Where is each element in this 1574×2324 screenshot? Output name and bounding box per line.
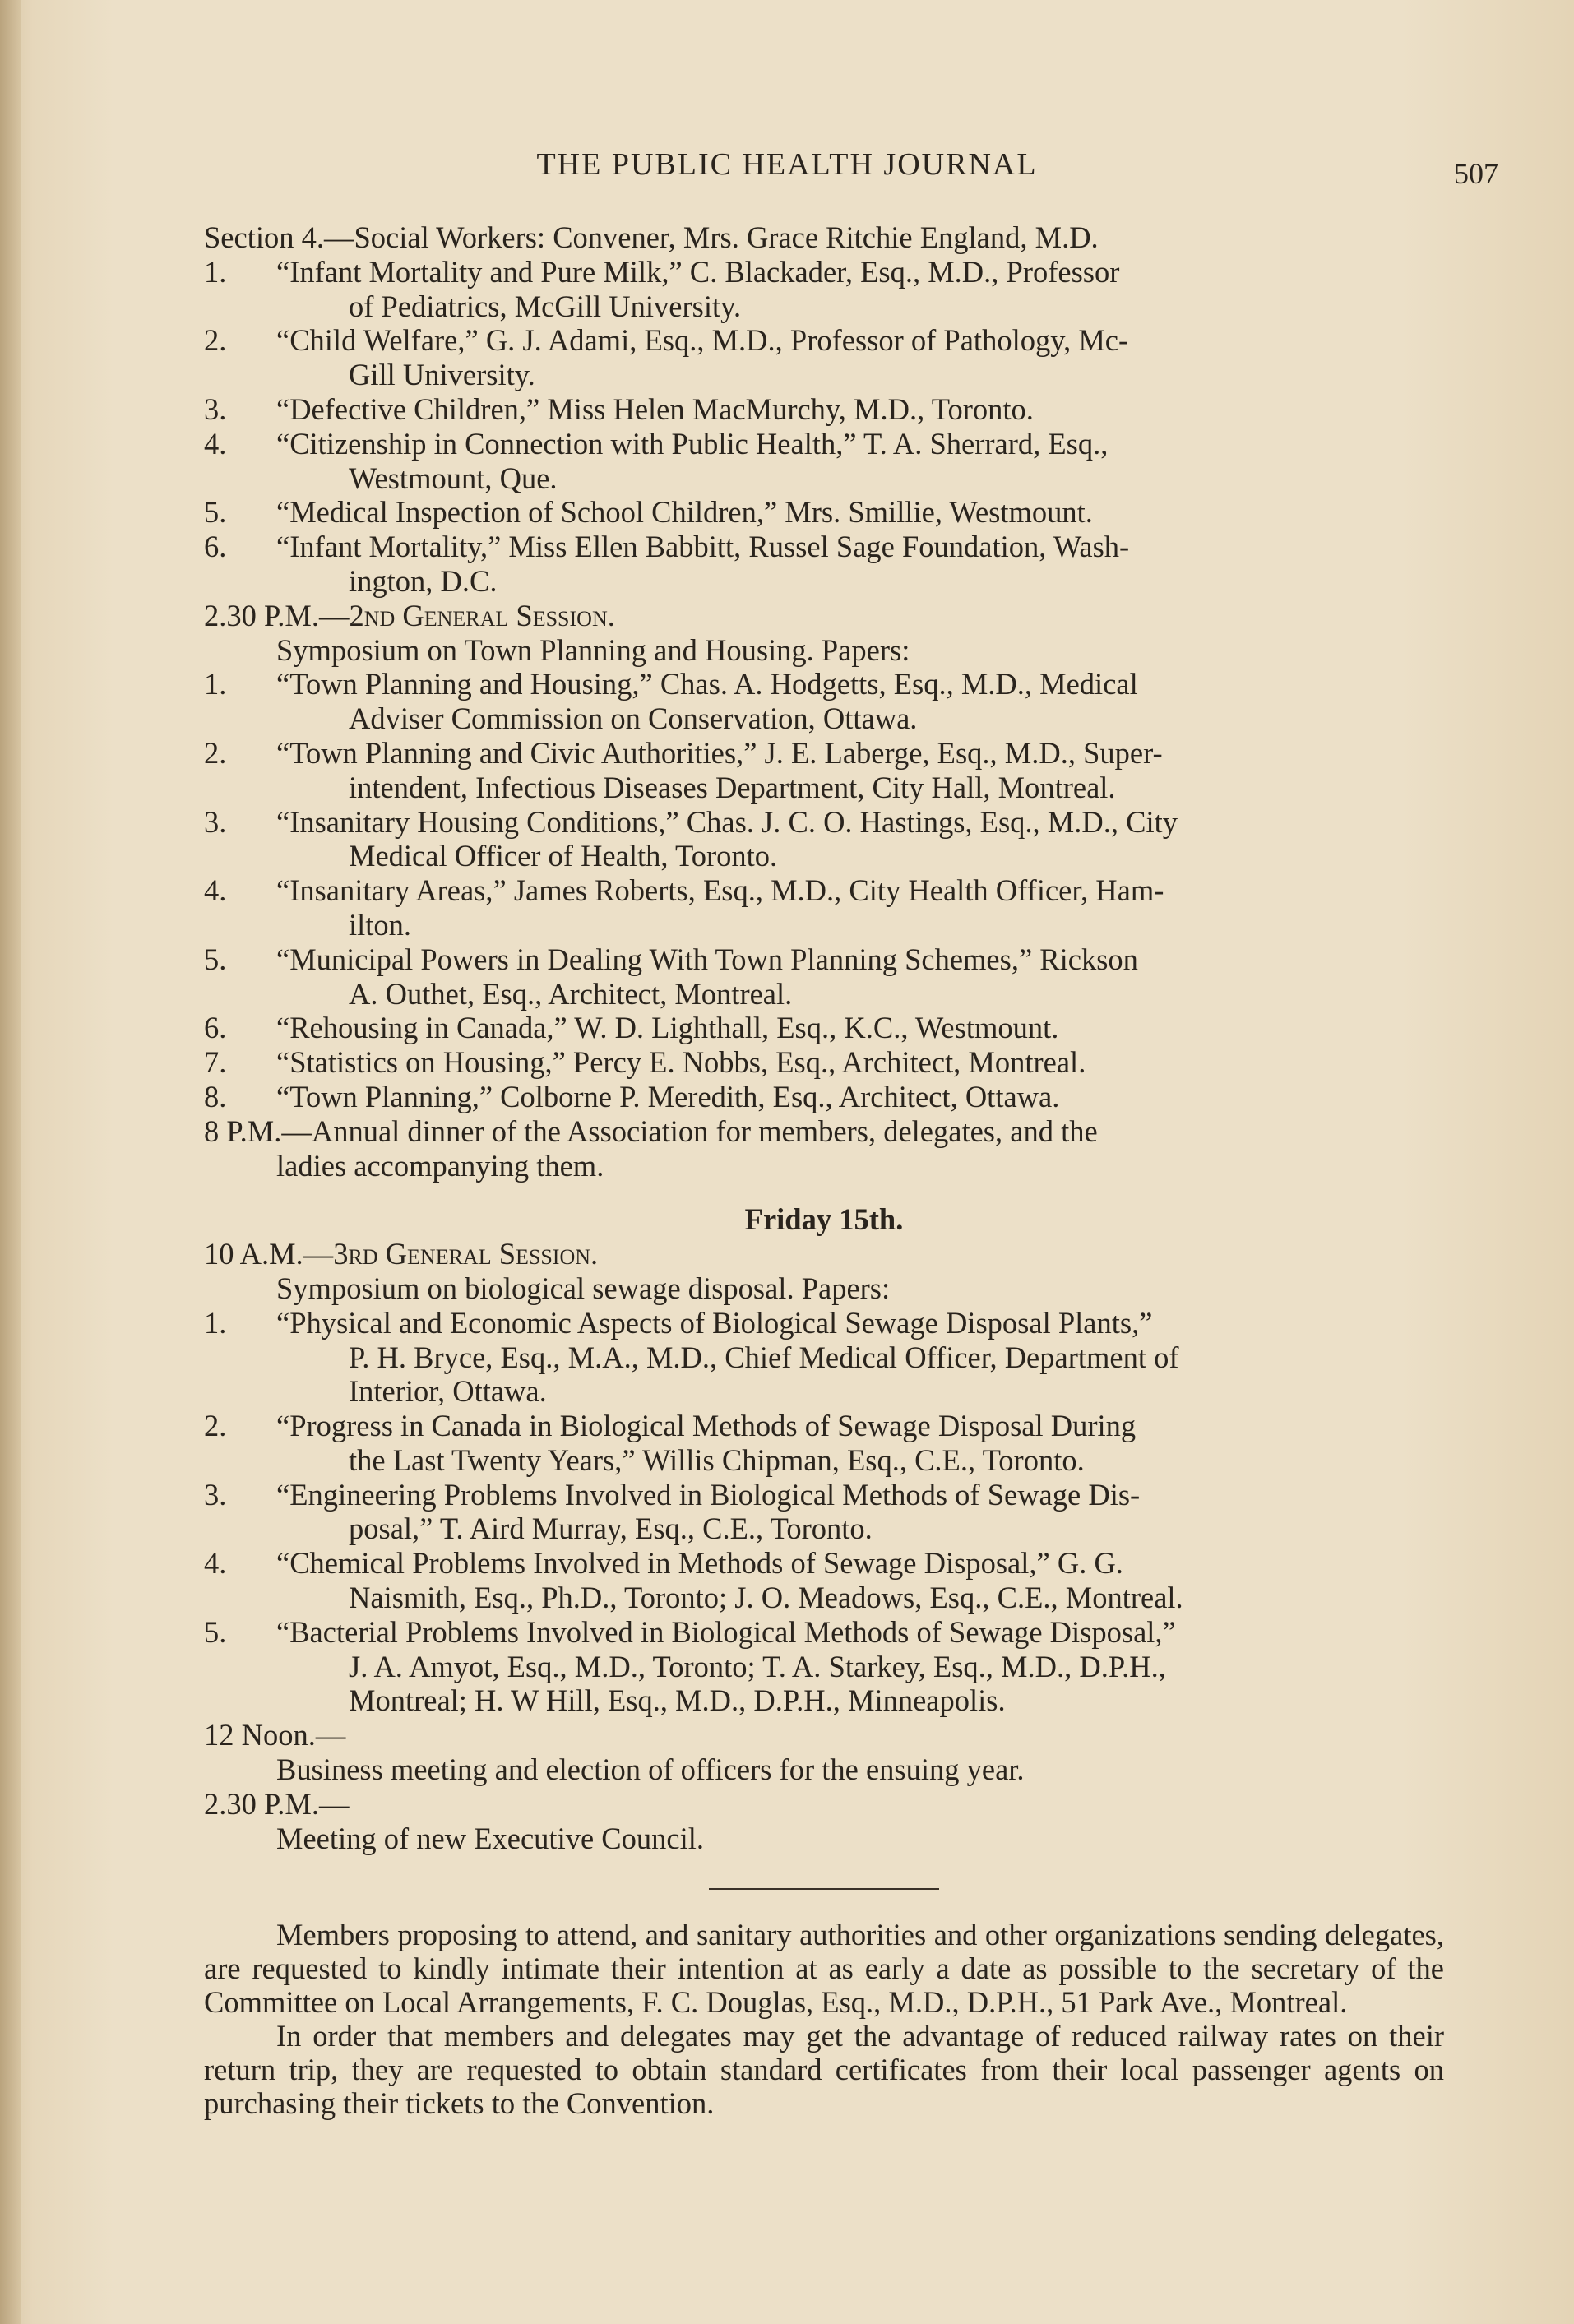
item-text [276,1011,1444,1045]
item-number: 4. [204,873,227,908]
item-line: “Citizenship in Connection with Public Health,” T. A. Sherrard, Esq., [276,426,1109,461]
item-line: “Physical and Economic Aspects of Biological Sewage Disposal Plants,” [276,1305,1153,1340]
list-item [204,1478,1444,1547]
list-item [204,530,1444,599]
item-line: “Rehousing in Canada,” W. D. Lighthall, Esq., K.C., Westmount. [276,1011,1059,1045]
divider-rule [709,1888,939,1890]
item-line: ilton. [349,907,412,942]
item-line: Medical Officer of Health, Toronto. [349,839,778,873]
item-line: “Engineering Problems Involved in Biological Methods of Sewage Dis- [276,1477,1141,1512]
item-line: “Infant Mortality and Pure Milk,” C. Blackader, Esq., M.D., Professor [276,254,1120,289]
item-number: 4. [204,1546,227,1581]
item-number: 3. [204,804,227,839]
item-line: Montreal; H. W Hill, Esq., M.D., D.P.H., Minneapolis. [349,1683,1006,1718]
list-item [204,667,1444,736]
item-line: “Medical Inspection of School Children,” Mrs. Smillie, Westmount. [276,495,1093,530]
item-number: 3. [204,391,227,426]
item-text [276,392,1444,427]
dinner-line: 8 P.M.—Annual dinner of the Association for members, delegates, and the [204,1113,1098,1148]
list-item [204,1615,1444,1718]
item-number: 6. [204,530,227,564]
item-text [276,1478,1444,1547]
item-line: J. A. Amyot, Esq., M.D., Toronto; T. A. Starkey, Esq., M.D., D.P.H., [349,1649,1166,1683]
item-line: “Insanitary Areas,” James Roberts, Esq., M.D., City Health Officer, Ham- [276,873,1164,908]
item-line: “Infant Mortality,” Miss Ellen Babbitt, Russel Sage Foundation, Wash- [276,530,1130,564]
page-spine [0,0,21,2324]
session-heading [204,599,1444,633]
item-line: Gill University. [349,358,535,392]
item-text [276,1045,1444,1080]
item-number: 5. [204,495,227,530]
page-number: 507 [1454,157,1498,190]
item-line: “Town Planning and Housing,” Chas. A. Hodgetts, Esq., M.D., Medical [276,667,1138,701]
session-time: 2.30 P.M.— [204,598,350,632]
item-number: 1. [204,254,227,289]
list-item [204,255,1444,324]
note-paragraph: In order that members and delegates may get the advantage of reduced railway rates on their return trip, they are requested to obtain standard certificates from their local passenger agents on purchasing their tickets to the Convention. [204,2019,1444,2121]
session2-list [204,667,1444,1113]
item-line: intendent, Infectious Diseases Department, City Hall, Montreal. [349,770,1116,804]
item-line: “Municipal Powers in Dealing With Town Planning Schemes,” Rickson [276,942,1138,976]
item-line: ington, D.C. [349,563,498,598]
item-number: 5. [204,942,227,976]
item-number: 8. [204,1079,227,1113]
item-line: “Progress in Canada in Biological Methods of Sewage Disposal During [276,1409,1137,1443]
item-text [276,1306,1444,1409]
item-text [276,1615,1444,1718]
item-number: 6. [204,1011,227,1045]
list-item [204,392,1444,427]
item-line: posal,” T. Aird Murray, Esq., C.E., Toronto. [349,1512,873,1546]
session-title: 2nd General Session. [349,598,615,632]
symposium-intro: Symposium on Town Planning and Housing. Papers: [276,632,910,667]
list-item [204,1409,1444,1478]
item-line: “Defective Children,” Miss Helen MacMurchy, M.D., Toronto. [276,391,1034,426]
item-number: 5. [204,1614,227,1649]
item-line: of Pediatrics, McGill University. [349,289,742,323]
dinner-line: ladies accompanying them. [276,1148,604,1183]
item-line: “Insanitary Housing Conditions,” Chas. J. C. O. Hastings, Esq., M.D., City [276,804,1178,839]
pm-time: 2.30 P.M.— [204,1786,350,1821]
list-item [204,873,1444,942]
list-item [204,1011,1444,1045]
list-item [204,323,1444,392]
session-title: 3rd General Session. [333,1237,599,1271]
item-number: 2. [204,1409,227,1443]
item-number: 4. [204,426,227,461]
item-number: 3. [204,1477,227,1512]
item-line: Adviser Commission on Conservation, Ottawa. [349,701,918,736]
item-number: 2. [204,735,227,770]
item-line: “Town Planning,” Colborne P. Meredith, Esq., Architect, Ottawa. [276,1079,1060,1113]
item-text [276,323,1444,392]
item-line: “Chemical Problems Involved in Methods of Sewage Disposal,” G. G. [276,1546,1123,1581]
item-text [276,873,1444,942]
session-time: 10 A.M.— [204,1237,334,1271]
page-body [204,220,1444,2120]
list-item [204,805,1444,874]
noon-time: 12 Noon.— [204,1718,346,1752]
item-line: “Statistics on Housing,” Percy E. Nobbs, Esq., Architect, Montreal. [276,1045,1086,1080]
list-item [204,1080,1444,1114]
list-item [204,495,1444,530]
item-number: 2. [204,323,227,358]
note-paragraph: Members proposing to attend, and sanitary authorities and other organizations sending delegates, are requested to kindly intimate their intention at as early a date as possible to the secretary of the Committee on Local Arrangements, F. C. Douglas, Esq., M.D., D.P.H., 51 Park Ave., Montreal. [204,1918,1444,2020]
symposium-intro: Symposium on biological sewage disposal. Papers: [276,1271,891,1305]
noon-text: Business meeting and election of officers for the ensuing year. [276,1752,1025,1787]
item-line: Naismith, Esq., Ph.D., Toronto; J. O. Meadows, Esq., C.E., Montreal. [349,1581,1183,1615]
item-line: A. Outhet, Esq., Architect, Montreal. [349,976,793,1011]
friday-list [204,1306,1444,1719]
list-item [204,1546,1444,1615]
item-line: “Child Welfare,” G. J. Adami, Esq., M.D., Professor of Pathology, Mc- [276,323,1129,358]
item-text [276,736,1444,805]
item-line: P. H. Bryce, Esq., M.A., M.D., Chief Medical Officer, Department of [349,1340,1179,1374]
item-text [276,495,1444,530]
item-text [276,427,1444,496]
item-line: the Last Twenty Years,” Willis Chipman, Esq., C.E., Toronto. [349,1442,1085,1477]
item-text [276,255,1444,324]
section-heading: Section 4.—Social Workers: Convener, Mrs. Grace Ritchie England, M.D. [204,220,1099,254]
item-text [276,805,1444,874]
item-text [276,1080,1444,1114]
item-number: 1. [204,1305,227,1340]
section4-list [204,255,1444,599]
list-item [204,942,1444,1012]
list-item [204,1045,1444,1080]
session-heading [204,1237,1444,1271]
running-title: THE PUBLIC HEALTH JOURNAL [536,147,1038,182]
notes-block [204,1918,1444,2120]
item-line: Interior, Ottawa. [349,1374,547,1409]
item-text [276,1409,1444,1478]
item-line: “Bacterial Problems Involved in Biological Methods of Sewage Disposal,” [276,1614,1176,1649]
item-number: 7. [204,1045,227,1080]
item-line: Westmount, Que. [349,461,558,495]
item-text [276,530,1444,599]
pm-text: Meeting of new Executive Council. [276,1821,704,1855]
dinner-entry [204,1114,1444,1183]
item-line: “Town Planning and Civic Authorities,” J. E. Laberge, Esq., M.D., Super- [276,735,1163,770]
item-text [276,1546,1444,1615]
list-item [204,1306,1444,1409]
page-header [0,146,1574,196]
item-text [276,942,1444,1012]
item-text [276,667,1444,736]
list-item [204,427,1444,496]
day-heading: Friday 15th. [744,1202,904,1237]
list-item [204,736,1444,805]
item-number: 1. [204,667,227,701]
